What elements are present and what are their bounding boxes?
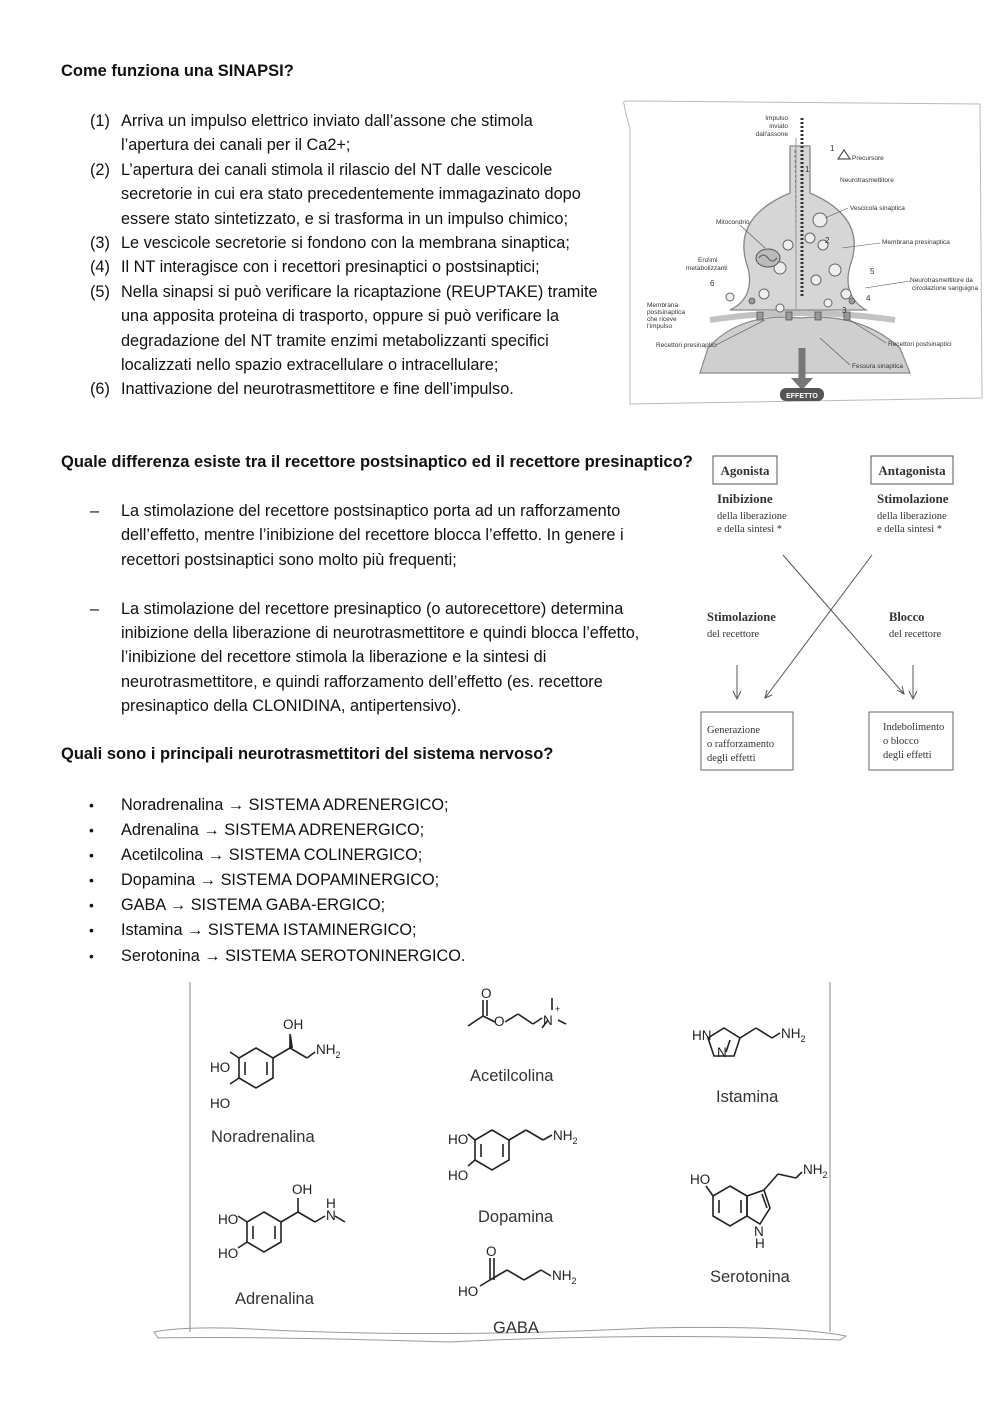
svg-text:NH2: $NH_2$ [316, 1042, 341, 1060]
antagonist-label: Antagonista [878, 463, 946, 478]
svg-text:Recettori postsinaptici: Recettori postsinaptici [888, 341, 952, 348]
svg-text:HO: HO [210, 1060, 231, 1075]
svg-text:postsinaptica: postsinaptica [647, 309, 685, 316]
svg-text:della liberazione: della liberazione [717, 511, 787, 522]
svg-text:Stimolazione: Stimolazione [877, 491, 949, 506]
svg-text:Indebolimento: Indebolimento [883, 722, 945, 733]
svg-text:Blocco: Blocco [889, 610, 925, 624]
svg-text:N: N [543, 1013, 553, 1028]
svg-text:Neurotrasmettitore: Neurotrasmettitore [840, 177, 894, 184]
svg-text:1: 1 [805, 165, 810, 174]
section2-title: Quale differenza esiste tra il recettore postsinaptico ed il recettore presinaptico? [61, 453, 693, 471]
neurotransmitter-list [61, 793, 581, 969]
list-item: (5) Nella sinapsi si può verificare la ricaptazione (REUPTAKE) tramite una apposita proteina di trasporto, oppure si può verificare la degradazione del NT tramite enzimi metabolizzanti specifici localizzati nello spazio extracellulare o intracellulare; [90, 282, 598, 375]
svg-text:H: H [326, 1196, 336, 1211]
svg-text:Membrana presinaptica: Membrana presinaptica [882, 239, 950, 246]
list-item: • Acetilcolina → SISTEMA COLINERGICO; [89, 846, 423, 865]
svg-text:H: H [755, 1236, 765, 1251]
svg-text:Impulso: Impulso [765, 115, 788, 122]
synapse-steps-list [61, 109, 621, 402]
list-item: • Noradrenalina → SISTEMA ADRENERGICO; [89, 796, 449, 814]
svg-text:che riceve: che riceve [647, 316, 677, 323]
svg-text:Neurotrasmettitore da: Neurotrasmettitore da [910, 277, 973, 284]
list-item: – La stimolazione del recettore presinaptico (o autorecettore) determina inibizione della liberazione di neurotrasmettitore e quindi blocca l’effetto, l’inibizione del recettore stimola la liberazione e la sintesi di neurotrasmettitore, e quindi rafforzamento dell’effetto (es. recettore presinaptico della CLONIDINA, antipertensivo). [90, 599, 640, 716]
synapse-diagram [620, 98, 986, 406]
gaba-label: GABA [493, 1319, 539, 1337]
svg-text:6: 6 [710, 279, 715, 288]
svg-text:HO: HO [448, 1132, 469, 1147]
svg-text:O: O [486, 1244, 497, 1259]
svg-text:Fessura sinaptica: Fessura sinaptica [852, 363, 903, 370]
svg-text:NH2: $NH_2$ [552, 1268, 577, 1286]
svg-text:4: 4 [866, 294, 871, 303]
svg-text:HO: HO [210, 1096, 231, 1111]
svg-text:Mitocondrio: Mitocondrio [716, 219, 750, 226]
svg-text:dall'assone: dall'assone [755, 131, 788, 138]
svg-text:+: + [555, 1004, 561, 1014]
list-item: (2) L’apertura dei canali stimola il rilascio del NT dalle vescicole secretorie in cui era stato precedentemente immagazinato dopo essere stato sintetizzato, e si trasforma in un impulso chimico; [90, 160, 581, 228]
agonist-antagonist-diagram [697, 450, 957, 780]
svg-text:Precursore: Precursore [852, 155, 884, 162]
svg-text:o blocco: o blocco [883, 736, 919, 747]
list-item: • Serotonina → SISTEMA SEROTONINERGICO. [89, 946, 466, 965]
svg-text:HO: HO [458, 1284, 479, 1299]
svg-text:del recettore: del recettore [889, 629, 942, 640]
list-item: (6) Inattivazione del neurotrasmettitore e fine dell’impulso. [90, 380, 514, 399]
svg-text:O: O [481, 986, 492, 1001]
acetilcolina-label: Acetilcolina [470, 1067, 554, 1085]
svg-text:HO: HO [218, 1246, 239, 1261]
svg-text:HO: HO [218, 1212, 239, 1227]
svg-text:HO: HO [448, 1168, 469, 1183]
svg-text:metabolizzanti: metabolizzanti [686, 265, 728, 272]
svg-text:O: O [494, 1014, 505, 1029]
svg-text:HO: HO [690, 1172, 711, 1187]
serotonina-label: Serotonina [710, 1268, 790, 1286]
svg-text:3: 3 [842, 306, 847, 315]
svg-text:Enzimi: Enzimi [698, 257, 718, 264]
svg-text:degli effetti: degli effetti [883, 750, 932, 761]
svg-text:N: N [717, 1045, 727, 1060]
svg-text:Inibizione: Inibizione [717, 491, 773, 506]
section3-title: Quali sono i principali neurotrasmettitori del sistema nervoso? [61, 745, 554, 763]
svg-text:OH: OH [292, 1182, 313, 1197]
istamina-label: Istamina [716, 1088, 779, 1106]
noradrenalina-label: Noradrenalina [211, 1128, 315, 1146]
list-item: (4) Il NT interagisce con i recettori presinaptici o postsinaptici; [90, 258, 540, 277]
svg-text:della liberazione: della liberazione [877, 511, 947, 522]
svg-text:OH: OH [283, 1017, 304, 1032]
effect-label: EFFETTO [786, 393, 818, 400]
svg-text:del recettore: del recettore [707, 629, 760, 640]
svg-text:o rafforzamento: o rafforzamento [707, 739, 775, 750]
svg-text:degli effetti: degli effetti [707, 753, 756, 764]
list-item: • Istamina → SISTEMA ISTAMINERGICO; [89, 921, 417, 940]
list-item: • Adrenalina → SISTEMA ADRENERGICO; [89, 821, 425, 840]
svg-text:e della sintesi *: e della sintesi * [877, 524, 943, 535]
adrenalina-label: Adrenalina [235, 1290, 314, 1308]
svg-text:N: N [326, 1208, 336, 1223]
svg-text:NH2: $NH_2$ [803, 1162, 828, 1180]
svg-text:NH2: $NH_2$ [553, 1128, 578, 1146]
svg-text:Membrana: Membrana [647, 302, 679, 309]
svg-text:HN: HN [692, 1028, 712, 1043]
neurotransmitter-structures-figure [150, 980, 850, 1350]
svg-text:Recettori presinaptici: Recettori presinaptici [656, 342, 717, 349]
list-item: (1) Arriva un impulso elettrico inviato dall’assone che stimola l’apertura dei canali per il Ca2+; [90, 112, 533, 155]
svg-text:N: N [754, 1224, 764, 1239]
svg-text:5: 5 [870, 267, 875, 276]
dopamina-label: Dopamina [478, 1208, 554, 1226]
svg-text:circolazione sanguigna: circolazione sanguigna [912, 285, 979, 292]
svg-text:Stimolazione: Stimolazione [707, 610, 776, 624]
list-item: • Dopamina → SISTEMA DOPAMINERGICO; [89, 871, 440, 890]
svg-text:Vescicola sinaptica: Vescicola sinaptica [850, 205, 905, 212]
svg-text:inviato: inviato [769, 123, 788, 130]
svg-text:Generazione: Generazione [707, 725, 761, 736]
svg-text:NH2: $NH_2$ [781, 1026, 806, 1044]
agonist-label: Agonista [720, 463, 770, 478]
section1-title: Come funziona una SINAPSI? [61, 62, 294, 80]
list-item: – La stimolazione del recettore postsinaptico porta ad un rafforzamento dell’effetto, mentre l’inibizione del recettore blocca l’effetto. In genere i recettori postsinaptici sono molto più frequenti; [90, 502, 624, 569]
svg-text:e della sintesi *: e della sintesi * [717, 524, 783, 535]
svg-text:2: 2 [825, 236, 830, 245]
list-item: (3) Le vescicole secretorie si fondono con la membrana sinaptica; [90, 234, 570, 253]
svg-text:l'impulso: l'impulso [647, 323, 673, 330]
receptor-differences-list [61, 499, 701, 719]
svg-text:1: 1 [830, 144, 835, 153]
list-item: • GABA → SISTEMA GABA-ERGICO; [89, 896, 386, 915]
